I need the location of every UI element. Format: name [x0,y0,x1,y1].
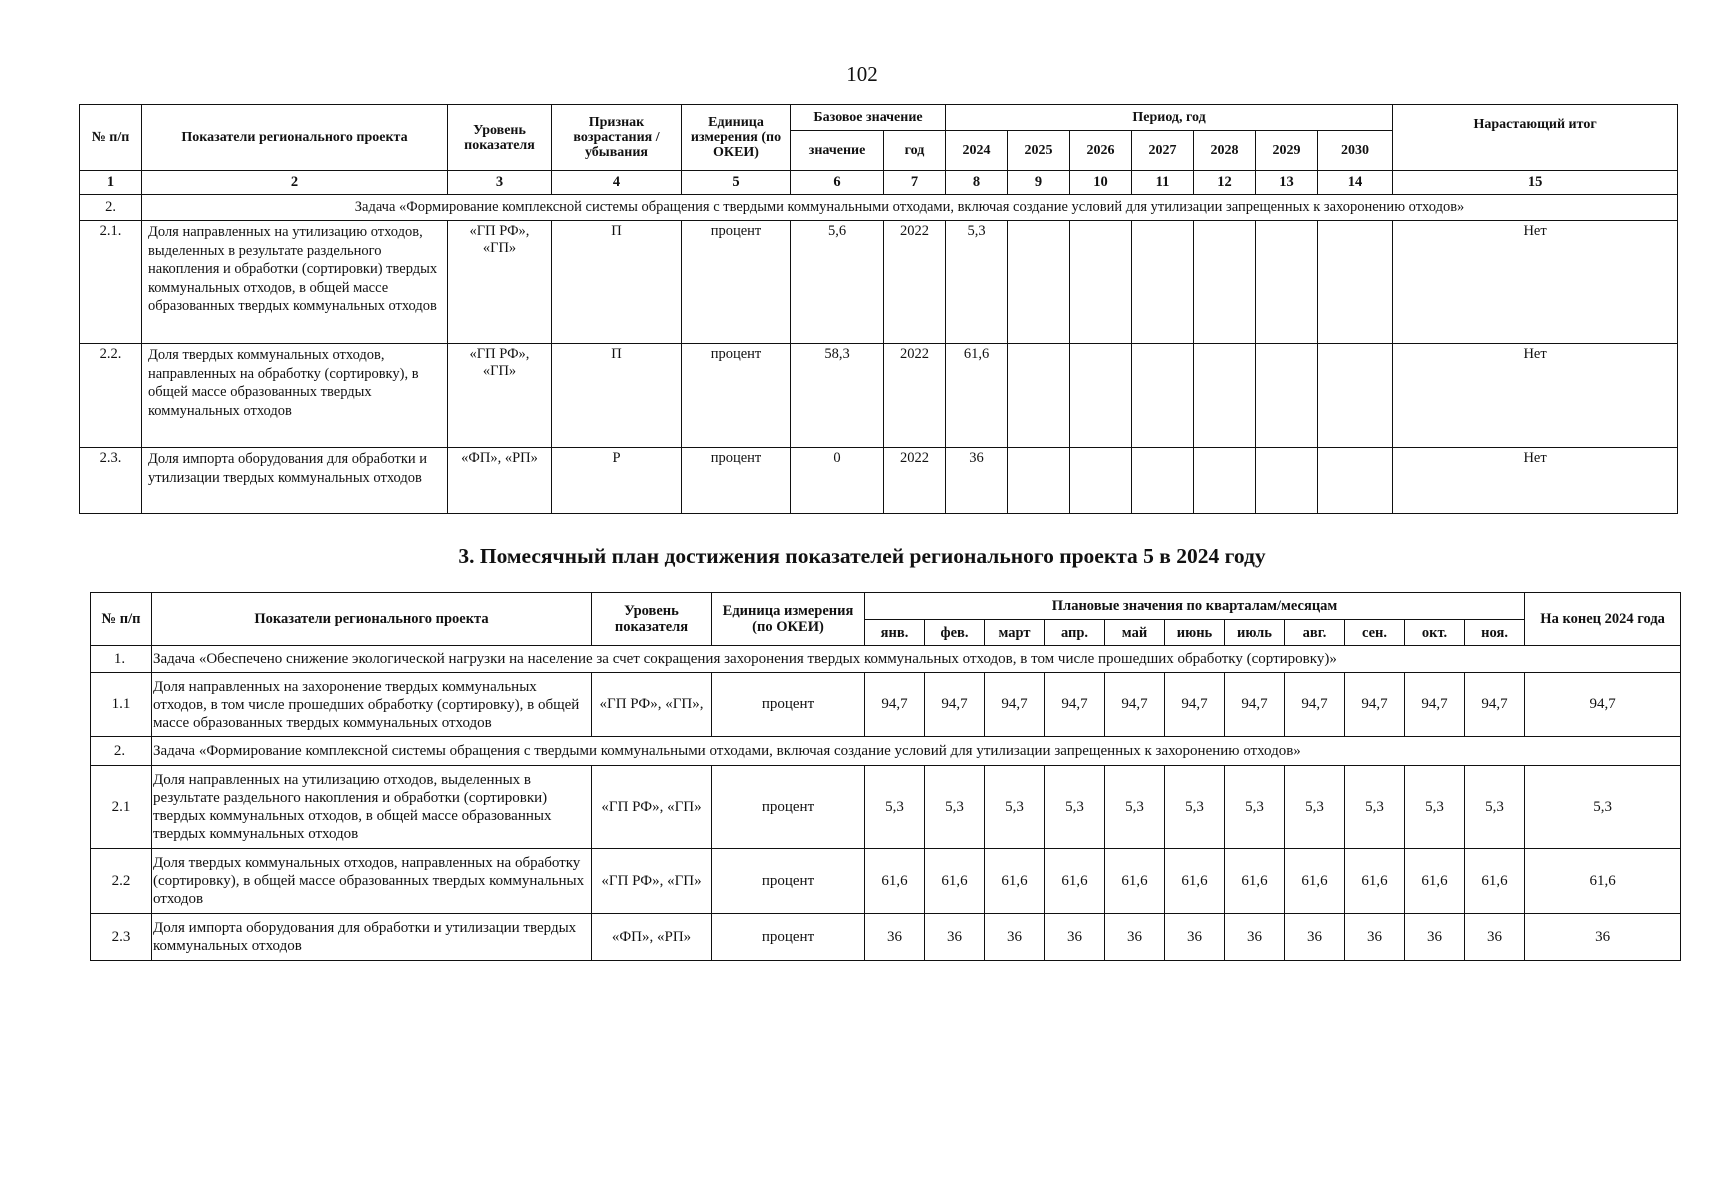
month-value: 61,6 [1105,849,1165,914]
row-indicator: Доля направленных на захоронение твердых коммунальных отходов, в том числе прошедших обработку (сортировку), в общей массе образованных твердых коммунальных отходов [152,673,592,737]
row-num: 2.1 [91,766,152,849]
row-cumulative: Нет [1393,448,1678,514]
header-base-year: год [884,131,946,171]
header-year: 2028 [1194,131,1256,171]
table-row [80,344,1678,448]
column-number: 2 [142,171,448,195]
month-value: 94,7 [1285,673,1345,737]
row-trend: П [552,221,682,344]
month-value: 94,7 [1165,673,1225,737]
month-value: 61,6 [1165,849,1225,914]
month-value: 94,7 [1045,673,1105,737]
month-value: 61,6 [865,849,925,914]
header-month: июль [1225,620,1285,646]
header-month: май [1105,620,1165,646]
month-value: 61,6 [1285,849,1345,914]
month-value: 5,3 [1345,766,1405,849]
month-value: 94,7 [1105,673,1165,737]
month-value: 5,3 [1105,766,1165,849]
row-base-value: 5,6 [791,221,884,344]
header-month: окт. [1405,620,1465,646]
month-value: 36 [1225,914,1285,961]
row-level: «ФП», «РП» [448,448,552,514]
task-text: Задача «Формирование комплексной системы обращения с твердыми коммунальными отходами, включая создание условий для утилизации запрещенных к захоронению отходов» [142,195,1678,221]
row-base-year: 2022 [884,221,946,344]
header-month: ноя. [1465,620,1525,646]
row-base-value: 0 [791,448,884,514]
month-value: 5,3 [1045,766,1105,849]
header-trend: Признак возрастания / убывания [552,105,682,171]
page-number: 102 [846,62,878,86]
month-value: 36 [1105,914,1165,961]
month-value: 61,6 [985,849,1045,914]
row-num: 2.1. [80,221,142,344]
header-year: 2026 [1070,131,1132,171]
row-level: «ФП», «РП» [592,914,712,961]
column-number: 5 [682,171,791,195]
month-value: 36 [925,914,985,961]
month-value: 61,6 [1345,849,1405,914]
header-base: Базовое значение [791,105,946,131]
row-unit: процент [712,766,865,849]
row-indicator: Доля направленных на утилизацию отходов, выделенных в результате раздельного накопления и обработки (сортировки) твердых коммунальных отходов, в общей массе образованных твердых коммунальных отходов [152,766,592,849]
month-value: 94,7 [985,673,1045,737]
column-number: 7 [884,171,946,195]
header-year: 2030 [1318,131,1393,171]
month-value: 5,3 [985,766,1045,849]
row-level: «ГП РФ», «ГП» [448,344,552,448]
column-number: 6 [791,171,884,195]
row-cumulative: Нет [1393,221,1678,344]
column-number: 13 [1256,171,1318,195]
month-value: 94,7 [1465,673,1525,737]
month-value: 36 [1285,914,1345,961]
column-number: 3 [448,171,552,195]
row-2024: 61,6 [946,344,1008,448]
header-unit: Единица измерения (по ОКЕИ) [712,593,865,646]
column-number: 14 [1318,171,1393,195]
month-value: 94,7 [1225,673,1285,737]
row-end-value: 94,7 [1525,673,1681,737]
header-num: № п/п [91,593,152,646]
row-base-year: 2022 [884,344,946,448]
row-trend: Р [552,448,682,514]
row-num: 2.2 [91,849,152,914]
header-year: 2025 [1008,131,1070,171]
month-value: 36 [1165,914,1225,961]
month-value: 5,3 [1465,766,1525,849]
task-num: 1. [91,646,152,673]
row-base-year: 2022 [884,448,946,514]
row-num: 2.3. [80,448,142,514]
header-cumulative: Нарастающий итог [1393,105,1678,171]
month-value: 36 [1045,914,1105,961]
header-unit: Единица измерения (по ОКЕИ) [682,105,791,171]
column-number: 15 [1393,171,1678,195]
header-month: янв. [865,620,925,646]
month-value: 94,7 [1345,673,1405,737]
table-row [91,766,1681,849]
header-year: 2027 [1132,131,1194,171]
row-level: «ГП РФ», «ГП» [448,221,552,344]
header-num: № п/п [80,105,142,171]
month-value: 36 [1405,914,1465,961]
month-value: 36 [865,914,925,961]
task-num: 2. [91,737,152,766]
month-value: 94,7 [1405,673,1465,737]
task-text: Задача «Обеспечено снижение экологической нагрузки на население за счет сокращения захоронения твердых коммунальных отходов, в том числе прошедших обработку (сортировку)» [152,646,1681,673]
header-base-value: значение [791,131,884,171]
row-cumulative: Нет [1393,344,1678,448]
header-year: 2029 [1256,131,1318,171]
month-value: 5,3 [1165,766,1225,849]
row-indicator: Доля импорта оборудования для обработки и утилизации твердых коммунальных отходов [142,448,448,514]
header-indicator: Показатели регионального проекта [152,593,592,646]
table-row [91,673,1681,737]
header-year: 2024 [946,131,1008,171]
month-value: 5,3 [1405,766,1465,849]
header-end: На конец 2024 года [1525,593,1681,646]
monthly-plan-table [90,592,1681,961]
indicators-table [79,104,1678,514]
row-indicator: Доля импорта оборудования для обработки и утилизации твердых коммунальных отходов [152,914,592,961]
month-value: 94,7 [865,673,925,737]
row-num: 2.3 [91,914,152,961]
row-unit: процент [712,849,865,914]
month-value: 5,3 [925,766,985,849]
month-value: 36 [1465,914,1525,961]
month-value: 61,6 [925,849,985,914]
column-number: 4 [552,171,682,195]
row-end-value: 36 [1525,914,1681,961]
row-indicator: Доля твердых коммунальных отходов, направленных на обработку (сортировку), в общей массе образованных твердых коммунальных отходов [152,849,592,914]
month-value: 94,7 [925,673,985,737]
header-month: июнь [1165,620,1225,646]
header-period: Период, год [946,105,1393,131]
row-base-value: 58,3 [791,344,884,448]
column-number: 1 [80,171,142,195]
row-level: «ГП РФ», «ГП» [592,766,712,849]
row-unit: процент [712,914,865,961]
row-indicator: Доля твердых коммунальных отходов, направленных на обработку (сортировку), в общей массе образованных твердых коммунальных отходов [142,344,448,448]
row-level: «ГП РФ», «ГП» [592,849,712,914]
table-row [80,448,1678,514]
header-level: Уровень показателя [448,105,552,171]
column-number: 9 [1008,171,1070,195]
month-value: 5,3 [1285,766,1345,849]
header-month: авг. [1285,620,1345,646]
row-level: «ГП РФ», «ГП», [592,673,712,737]
column-number: 10 [1070,171,1132,195]
header-indicator: Показатели регионального проекта [142,105,448,171]
month-value: 5,3 [865,766,925,849]
header-month: сен. [1345,620,1405,646]
month-value: 36 [1345,914,1405,961]
row-end-value: 5,3 [1525,766,1681,849]
row-2024: 36 [946,448,1008,514]
month-value: 61,6 [1045,849,1105,914]
month-value: 61,6 [1405,849,1465,914]
table-row [91,914,1681,961]
task-num: 2. [80,195,142,221]
header-plan: Плановые значения по кварталам/месяцам [865,593,1525,620]
header-month: март [985,620,1045,646]
header-month: фев. [925,620,985,646]
row-indicator: Доля направленных на утилизацию отходов, выделенных в результате раздельного накопления и обработки (сортировки) твердых коммунальных отходов, в общей массе образованных твердых коммунальных отходов [142,221,448,344]
header-month: апр. [1045,620,1105,646]
month-value: 61,6 [1465,849,1525,914]
month-value: 36 [985,914,1045,961]
row-unit: процент [682,344,791,448]
month-value: 61,6 [1225,849,1285,914]
column-number: 8 [946,171,1008,195]
month-value: 5,3 [1225,766,1285,849]
header-level: Уровень показателя [592,593,712,646]
column-number: 12 [1194,171,1256,195]
row-2024: 5,3 [946,221,1008,344]
row-unit: процент [682,221,791,344]
row-unit: процент [712,673,865,737]
row-num: 1.1 [91,673,152,737]
row-trend: П [552,344,682,448]
table-row [80,221,1678,344]
section-title: 3. Помесячный план достижения показателей регионального проекта 5 в 2024 году [458,544,1266,568]
row-unit: процент [682,448,791,514]
row-end-value: 61,6 [1525,849,1681,914]
column-number: 11 [1132,171,1194,195]
table-row [91,849,1681,914]
row-num: 2.2. [80,344,142,448]
task-text: Задача «Формирование комплексной системы обращения с твердыми коммунальными отходами, включая создание условий для утилизации запрещенных к захоронению отходов» [152,737,1681,766]
